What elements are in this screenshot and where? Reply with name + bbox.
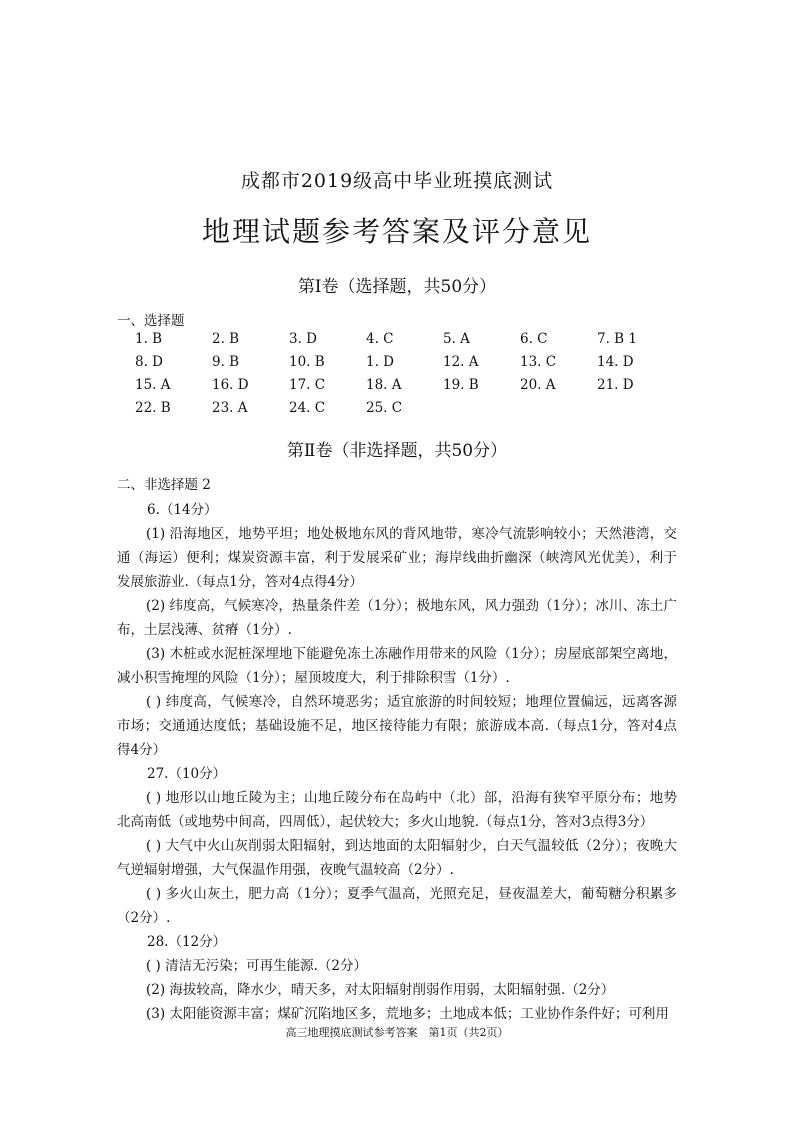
answer-paragraph: (2) 海拔较高，降水少，晴天多，对太阳辐射削弱作用弱，太阳辐射强.（2分） <box>146 982 615 998</box>
part2-title: 第Ⅱ卷（非选择题，共50分） <box>286 441 508 461</box>
choice-answer: 3. D <box>289 331 317 347</box>
choice-answer: 10. B <box>289 354 325 370</box>
answer-paragraph: (2) 纬度高，气候寒冷，热量条件差（1分）；极地东风，风力强劲（1分）；冰川、冻土广布，土层浅薄、贫瘠（1分）. <box>117 598 677 638</box>
question-number: 27.（10分） <box>147 766 227 782</box>
choice-answer: 20. A <box>520 377 556 393</box>
choice-answer: 23. A <box>212 400 248 416</box>
answer-paragraph: (3) 木桩或水泥桩深埋地下能避免冻土冻融作用带来的风险（1分）；房屋底部架空离地，减小积雪掩埋的风险（1分）；屋顶坡度大，利于排除积雪（1分）. <box>117 646 677 686</box>
page-footer: 高三地理摸底测试参考答案 第1页（共2页） <box>285 1026 509 1039</box>
choice-answer: 9. B <box>212 354 240 370</box>
choice-answer: 6. C <box>520 331 548 347</box>
question-number: 28.（12分） <box>147 934 227 950</box>
question-number: 6.（14分） <box>147 502 218 518</box>
answer-paragraph: ( ) 纬度高，气候寒冷，自然环境恶劣；适宜旅游的时间较短；地理位置偏远，远离客源市场；交通通达度低；基础设施不足，地区接待能力有限；旅游成本高.（每点1分，答对4点得4分） <box>117 694 677 758</box>
document-title: 地理试题参考答案及评分意见 <box>201 215 592 248</box>
answer-paragraph: ( ) 地形以山地丘陵为主；山地丘陵分布在岛屿中（北）部，沿海有狭窄平原分布；地势北高南低（或地势中间高，四周低），起伏较大；多火山地貌.（每点1分，答对3点得3分） <box>117 790 677 830</box>
choice-answer: 25. C <box>366 400 403 416</box>
choice-answer: 22. B <box>135 400 171 416</box>
section-heading-choice: 一、选择题 <box>117 313 185 329</box>
answer-paragraph: ( ) 清洁无污染；可再生能源.（2分） <box>146 958 367 974</box>
choice-answer: 4. C <box>366 331 394 347</box>
choice-answer: 5. A <box>443 331 470 347</box>
answer-paragraph: (3) 太阳能资源丰富；煤矿沉陷地区多，荒地多；土地成本低；工业协作条件好；可利用 <box>146 1006 669 1022</box>
choice-answer: 12. A <box>443 354 479 370</box>
choice-answer: 7. B 1 <box>597 331 637 347</box>
choice-answer: 1. D <box>366 354 394 370</box>
answer-body <box>117 498 677 1026</box>
choice-answer: 16. D <box>212 377 249 393</box>
answer-paragraph: (1) 沿海地区，地势平坦；地处极地东风的背风地带，寒冷气流影响较小；天然港湾，交通（海运）便利；煤炭资源丰富，利于发展采矿业；海岸线曲折幽深（峡湾风光优美），利于发展旅游业.（每点1分，答对4点得4分） <box>117 526 677 590</box>
part1-title: 第Ⅰ卷（选择题，共50分） <box>297 277 497 297</box>
section-heading-nonchoice: 二、非选择题 2 <box>117 477 211 493</box>
choice-answer: 24. C <box>289 400 326 416</box>
choice-answer: 13. C <box>520 354 557 370</box>
exam-title: 成都市2019级高中毕业班摸底测试 <box>240 170 554 192</box>
choice-answer: 19. B <box>443 377 479 393</box>
choice-answer: 21. D <box>597 377 634 393</box>
choice-answer-grid <box>135 331 695 416</box>
choice-answer: 1. B <box>135 331 163 347</box>
choice-answer: 8. D <box>135 354 163 370</box>
answer-paragraph: ( ) 多火山灰土，肥力高（1分）；夏季气温高，光照充足，昼夜温差大，葡萄糖分积累多（2分）. <box>117 886 677 926</box>
choice-answer: 2. B <box>212 331 240 347</box>
choice-answer: 18. A <box>366 377 402 393</box>
choice-answer: 15. A <box>135 377 171 393</box>
choice-answer: 14. D <box>597 354 634 370</box>
answer-paragraph: ( ) 大气中火山灰削弱太阳辐射，到达地面的太阳辐射少，白天气温较低（2分）；夜晚大气逆辐射增强，大气保温作用强，夜晚气温较高（2分）. <box>117 838 677 878</box>
choice-answer: 17. C <box>289 377 326 393</box>
